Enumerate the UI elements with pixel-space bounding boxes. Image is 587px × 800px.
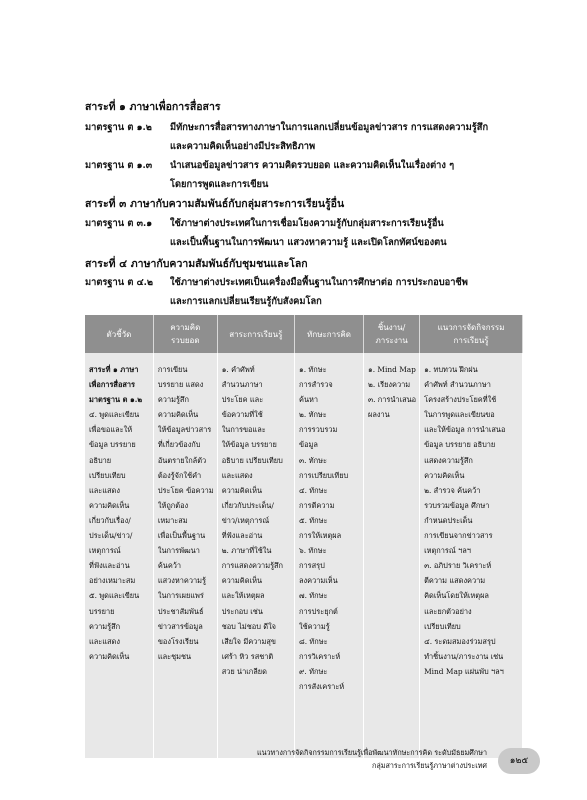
curriculum-table — [85, 315, 523, 758]
cell-line: สวย น่าเกลียด — [221, 666, 267, 676]
cell-line: เสียใจ มีความสุข — [221, 636, 276, 646]
standard-code: มาตรฐาน ต ๔.๒ — [85, 277, 153, 288]
cell-line: ต้องรู้จักใช้คำ — [157, 470, 202, 480]
cell-line: ในการพูดและเขียนขอ — [424, 410, 495, 420]
cell-line: ค้นคว้า — [157, 561, 182, 571]
standard-text-cont: และเป็นพื้นฐานในการพัฒนา แสวงหาความรู้ และเปิดโลกทัศน์ของตน — [170, 237, 447, 248]
cell-line: ความคิดเห็น — [424, 470, 465, 480]
standard-block-1-2 — [85, 118, 525, 156]
header-indicators — [85, 315, 153, 353]
header-line: ภาระงาน — [375, 336, 408, 345]
footer-subtitle: กลุ่มสาระการเรียนรู้ภาษาต่างประเทศ — [372, 761, 487, 770]
cell-line: มาตรฐาน ต ๑.๒ — [89, 395, 143, 405]
standard-block-3-1 — [85, 214, 525, 252]
standard-code: มาตรฐาน ต ๑.๒ — [85, 122, 152, 133]
cell-line: ข้อความที่ใช้ — [221, 410, 263, 420]
cell-line: ข่าว/เหตุการณ์ — [221, 515, 270, 525]
cell-line: ๖. ทักษะ — [299, 546, 327, 556]
cell-line: Mind Map แผ่นพับ ฯลฯ — [424, 666, 504, 676]
cell-line: ค้นหา — [299, 395, 319, 405]
cell-line: คำศัพท์ สำนวนภาษา — [424, 380, 491, 390]
cell-line: ประชาสัมพันธ์ — [157, 606, 204, 616]
standard-text: มีทักษะการสื่อสารทางภาษาในการแลกเปลี่ยนข้อมูลข่าวสาร การแสดงความรู้สึก — [170, 122, 489, 133]
cell-line: เกี่ยวกับเรื่อง/ — [89, 515, 131, 525]
standard-text-cont: และความคิดเห็นอย่างมีประสิทธิภาพ — [170, 141, 316, 152]
cell-line: การเขียน — [157, 365, 188, 374]
standard-block-4-2 — [85, 273, 525, 311]
cell-line: และยกตัวอย่าง — [424, 606, 472, 616]
standard-block-1-3 — [85, 156, 525, 194]
standard-text: นำเสนอข้อมูลข่าวสาร ความคิดรวบยอด และความคิดเห็นในเรื่องต่าง ๆ — [170, 160, 455, 171]
footer-title: แนวทางการจัดกิจกรรมการเรียนรู้เพื่อพัฒนาทักษะการคิด ระดับมัธยมศึกษา — [256, 748, 487, 757]
cell-activities — [420, 353, 523, 758]
cell-line: ประกอบ เช่น — [221, 606, 263, 616]
cell-line: ที่เกี่ยวข้องกับ — [157, 440, 201, 450]
cell-line: ๙. ทักษะ — [299, 666, 328, 676]
cell-line: บรรยาย แสดง — [157, 380, 204, 390]
cell-line: สาระที่ ๑ ภาษา — [89, 365, 139, 374]
cell-line: ประโยค ข้อความ — [157, 485, 214, 495]
cell-line: การเขียนจากข่าวสาร — [424, 531, 493, 541]
cell-line: ๒. ภาษาที่ใช้ใน — [221, 546, 272, 556]
cell-line: ให้ข้อมูลข่าวสาร — [157, 425, 212, 435]
standard-code: มาตรฐาน ต ๑.๓ — [85, 160, 153, 171]
cell-line: ๔. ทักษะ — [299, 485, 328, 495]
cell-line: ประเด็น/ข่าว/ — [89, 531, 133, 541]
cell-line: แสวงหาความรู้ — [157, 576, 206, 586]
cell-line: ผลงาน — [368, 410, 390, 420]
cell-line: ๒. ทักษะ — [299, 410, 327, 420]
cell-line: การสรุป — [299, 561, 325, 571]
cell-line: ๕. พูดและเขียน — [89, 591, 140, 601]
cell-line: เหมาะสม — [157, 515, 188, 525]
cell-line: การประยุกต์ — [299, 606, 338, 616]
cell-line: การตีความ — [299, 500, 335, 510]
cell-line: การแสดงความรู้สึก — [221, 561, 284, 571]
cell-line: ๗. ทักษะ — [299, 591, 328, 601]
header-line: การเรียนรู้ — [453, 336, 489, 345]
cell-line: และแสดง — [89, 485, 120, 495]
cell-line: ความคิดเห็น — [221, 576, 262, 586]
cell-line: ในการพัฒนา — [157, 546, 200, 556]
cell-line: เศร้า หิว รสชาติ — [221, 651, 274, 661]
cell-line: ข้อมูล — [299, 440, 318, 450]
cell-line: อย่างเหมาะสม — [89, 576, 136, 586]
cell-line: เกี่ยวกับประเด็น/ — [221, 500, 274, 510]
header-line: ความคิด — [170, 323, 201, 332]
cell-concept — [153, 353, 217, 758]
cell-line: ตีความ แสดงความ — [424, 576, 486, 586]
cell-line: การสังเคราะห์ — [299, 681, 345, 691]
cell-line: ๑. ทบทวน ฝึกฝน — [424, 365, 478, 374]
cell-line: และให้ข้อมูล การนำเสนอ — [424, 425, 506, 435]
cell-line: คิดเห็นโดยให้เหตุผล — [424, 591, 489, 601]
cell-line: และแสดง — [89, 636, 120, 646]
header-line: รวบยอด — [170, 336, 200, 345]
cell-line: ในการขอและ — [221, 425, 266, 435]
cell-line: รวบรวมข้อมูล ศึกษา — [424, 500, 490, 510]
cell-line: ๔. พูดและเขียน — [89, 410, 140, 420]
cell-line: ที่ฟังและอ่าน — [221, 531, 263, 541]
standard-text: ใช้ภาษาต่างประเทศในการเชื่อมโยงความรู้กับกลุ่มสาระการเรียนรู้อื่น — [170, 218, 444, 229]
cell-line: ความรู้สึก — [89, 621, 121, 631]
cell-line: ๑. ทักษะ — [299, 365, 327, 374]
cell-content — [217, 353, 294, 758]
cell-line: เหตุการณ์ — [89, 546, 121, 556]
cell-line: ชอบ ไม่ชอบ ดีใจ — [221, 621, 277, 631]
cell-line: เหตุการณ์ ฯลฯ — [424, 546, 471, 556]
cell-line: การรวบรวม — [299, 425, 338, 435]
standard-text: ใช้ภาษาต่างประเทศเป็นเครื่องมือพื้นฐานในการศึกษาต่อ การประกอบอาชีพ — [170, 277, 468, 288]
header-activities — [420, 315, 523, 353]
cell-line: ๒. สำรวจ ค้นคว้า — [424, 485, 481, 495]
cell-line: การสำรวจ — [299, 380, 333, 390]
standard-code: มาตรฐาน ต ๓.๑ — [85, 218, 153, 229]
cell-line: ของโรงเรียน — [157, 636, 199, 646]
cell-line: ข่าวสารข้อมูล — [157, 621, 203, 631]
cell-line: กำหนดประเด็น — [424, 515, 473, 525]
cell-line: ความคิดเห็น — [89, 651, 130, 661]
standard-text-cont: และการแลกเปลี่ยนเรียนรู้กับสังคมโลก — [170, 296, 322, 307]
cell-line: ๘. ทักษะ — [299, 636, 328, 646]
table-header-row — [85, 315, 523, 353]
cell-line: อธิบาย เปรียบเทียบ — [221, 455, 283, 465]
cell-line: เพื่อการสื่อสาร — [89, 380, 136, 390]
cell-tasks — [364, 353, 420, 758]
table-row — [85, 353, 523, 758]
cell-line: ทำชิ้นงาน/ภาระงาน เช่น — [424, 651, 504, 661]
cell-line: การเปรียบเทียบ — [299, 470, 349, 480]
cell-line: ในการเผยแพร่ — [157, 591, 204, 601]
cell-line: สำนวนภาษา — [221, 380, 263, 390]
strand-heading-1: สาระที่ ๑ ภาษาเพื่อการสื่อสาร — [85, 101, 221, 113]
cell-line: การวิเคราะห์ — [299, 651, 341, 661]
cell-line: ข้อมูล บรรยาย อธิบาย — [424, 440, 496, 450]
cell-indicators — [85, 353, 153, 758]
cell-line: เปรียบเทียบ — [89, 470, 126, 480]
strand-heading-3: สาระที่ ๓ ภาษากับความสัมพันธ์กับกลุ่มสาระการเรียนรู้อื่น — [85, 198, 345, 210]
page-number: ๑๒๕ — [498, 748, 540, 774]
cell-line: ๑. Mind Map — [368, 365, 416, 374]
cell-line: ข้อมูล บรรยาย — [89, 440, 136, 450]
standard-text-cont: โดยการพูดและการเขียน — [170, 179, 269, 190]
cell-line: ประโยค และ — [221, 395, 264, 405]
cell-line: โครงสร้างประโยคที่ใช้ — [424, 395, 497, 405]
cell-line: เพื่อขอและให้ — [89, 425, 133, 435]
cell-line: ลงความเห็น — [299, 576, 338, 586]
cell-line: ความรู้สึก — [157, 395, 189, 405]
cell-line: และแสดง — [221, 470, 253, 480]
cell-line: บรรยาย — [89, 606, 115, 616]
cell-line: อธิบาย — [89, 455, 112, 465]
cell-line: ความคิดเห็น — [89, 500, 130, 510]
header-line: ตัวชี้วัด — [106, 329, 132, 339]
cell-thinking-skills — [295, 353, 364, 758]
cell-line: เปรียบเทียบ — [424, 621, 461, 631]
cell-line: ใช้ความรู้ — [299, 621, 330, 631]
header-line: สาระการเรียนรู้ — [229, 329, 283, 339]
cell-line: ความคิดเห็น — [221, 485, 262, 495]
header-content — [217, 315, 294, 353]
cell-line: ที่ฟังและอ่าน — [89, 561, 130, 571]
cell-line: ให้ถูกต้อง — [157, 500, 189, 510]
header-tasks — [364, 315, 420, 353]
cell-line: ๓. อภิปราย วิเคราะห์ — [424, 561, 492, 571]
cell-line: เพื่อเป็นพื้นฐาน — [157, 531, 206, 541]
cell-line: ๒. เรียงความ — [368, 380, 411, 390]
cell-line: ๓. การนำเสนอ — [368, 395, 417, 405]
cell-line: อันตรายใกล้ตัว — [157, 455, 207, 465]
header-line: ทักษะการคิด — [307, 329, 351, 339]
cell-line: แสดงความรู้สึก — [424, 455, 473, 465]
header-concept — [153, 315, 217, 353]
cell-line: ๑. คำศัพท์ — [221, 365, 255, 374]
cell-line: และให้เหตุผล — [221, 591, 265, 601]
cell-line: ๕. ทักษะ — [299, 515, 328, 525]
header-thinking-skills — [295, 315, 364, 353]
cell-line: ให้ข้อมูล บรรยาย — [221, 440, 277, 450]
cell-line: ๓. ทักษะ — [299, 455, 327, 465]
header-line: ชิ้นงาน/ — [377, 323, 406, 332]
strand-heading-4: สาระที่ ๔ ภาษากับความสัมพันธ์กับชุมชนและโลก — [85, 258, 308, 270]
header-line: แนวการจัดกิจกรรม — [437, 323, 505, 332]
cell-line: และชุมชน — [157, 651, 192, 661]
cell-line: ความคิดเห็น — [157, 410, 199, 420]
cell-line: ๔. ระดมสมองร่วมสรุป — [424, 636, 496, 646]
cell-line: การให้เหตุผล — [299, 531, 342, 541]
